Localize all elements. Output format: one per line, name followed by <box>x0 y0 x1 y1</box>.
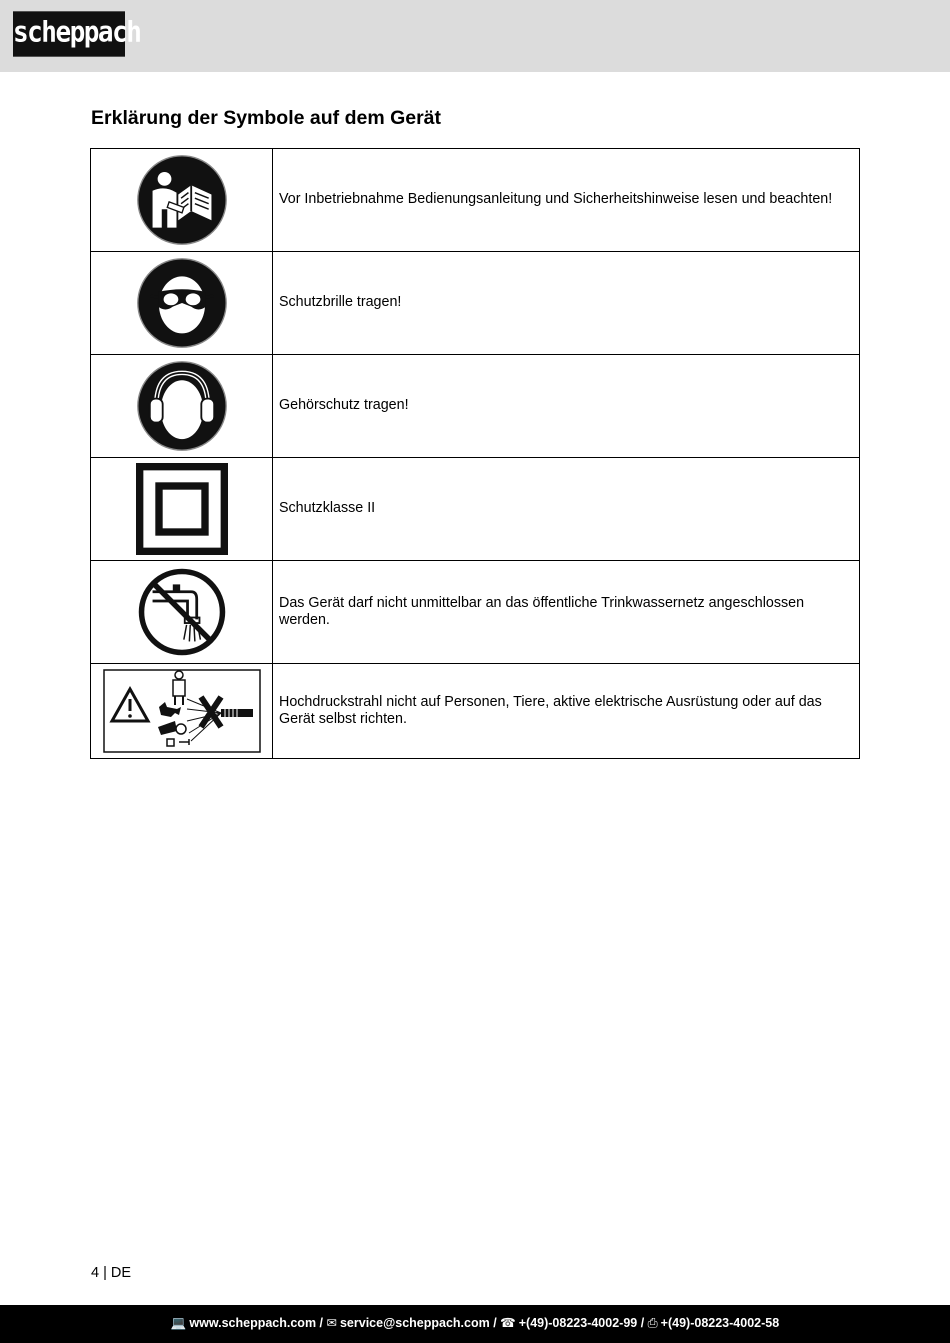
table-row <box>91 458 860 561</box>
symbol-description: Hochdruckstrahl nicht auf Personen, Tiere, aktive elektrische Ausrüstung oder auf das Gerät selbst richten. <box>273 664 860 759</box>
safety-goggles-icon <box>136 257 228 349</box>
hearing-protection-icon <box>136 360 228 452</box>
page-footer <box>0 1305 950 1343</box>
no-drinking-water-connection-icon <box>136 566 228 658</box>
symbols-table <box>90 148 860 759</box>
fax-icon: ⎙ <box>647 1316 658 1330</box>
computer-icon: 💻 <box>170 1316 187 1330</box>
icon-cell <box>91 561 273 664</box>
table-row <box>91 664 860 759</box>
symbol-description: Das Gerät darf nicht unmittelbar an das öffentliche Trinkwassernetz angeschlossen werden. <box>273 561 860 664</box>
page-header <box>0 0 950 72</box>
icon-cell <box>91 252 273 355</box>
icon-cell <box>91 664 273 759</box>
footer-fax: +(49)-08223-4002-58 <box>660 1316 780 1330</box>
footer-email[interactable]: service@scheppach.com <box>339 1316 490 1330</box>
email-icon: ✉ <box>326 1316 337 1330</box>
table-row <box>91 561 860 664</box>
footer-separator: / <box>316 1316 327 1330</box>
footer-separator: / <box>489 1316 501 1330</box>
symbol-description: Vor Inbetriebnahme Bedienungsanleitung und Sicherheitshinweise lesen und beachten! <box>273 149 860 252</box>
phone-icon: ☎ <box>500 1316 516 1330</box>
protection-class-ii-icon <box>136 463 228 555</box>
icon-cell <box>91 149 273 252</box>
page-language: DE <box>110 1265 132 1281</box>
table-row <box>91 149 860 252</box>
read-manual-icon <box>136 154 228 246</box>
page-number <box>91 1265 131 1281</box>
symbol-description: Gehörschutz tragen! <box>273 355 860 458</box>
high-pressure-jet-warning-icon <box>103 669 261 753</box>
footer-website[interactable]: www.scheppach.com <box>189 1316 317 1330</box>
scheppach-logo: scheppach <box>13 11 125 56</box>
icon-cell <box>91 355 273 458</box>
table-row <box>91 252 860 355</box>
page-number-separator: | <box>103 1265 107 1281</box>
page-number-value: 4 <box>91 1265 100 1281</box>
icon-cell <box>91 458 273 561</box>
footer-phone: +(49)-08223-4002-99 <box>518 1316 638 1330</box>
page-title: Erklärung der Symbole auf dem Gerät <box>91 107 442 129</box>
table-row <box>91 355 860 458</box>
footer-separator: / <box>637 1316 648 1330</box>
symbol-description: Schutzbrille tragen! <box>273 252 860 355</box>
symbol-description: Schutzklasse II <box>273 458 860 561</box>
